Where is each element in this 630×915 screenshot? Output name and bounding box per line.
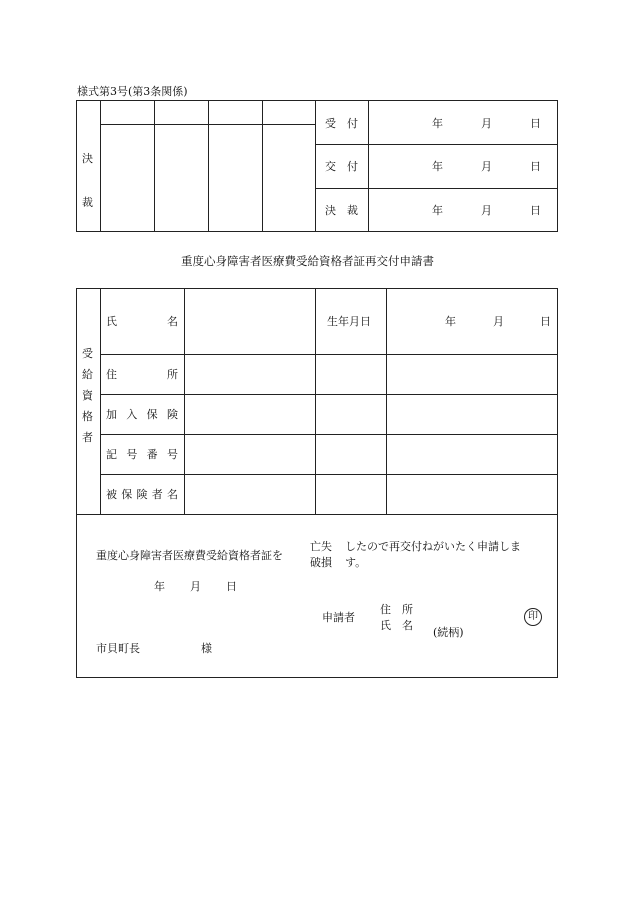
name-label: 氏 名 (106, 315, 178, 328)
birth-date-label: 生年月日 (327, 315, 371, 328)
approval-row-label: 決 裁 (325, 204, 358, 217)
statement-suffix-2: す。 (345, 556, 367, 569)
address-label: 住 所 (106, 368, 178, 381)
honorific: 様 (201, 642, 212, 655)
document-title: 重度心身障害者医療費受給資格者証再交付申請書 (181, 254, 434, 268)
relation-label: (続柄) (433, 626, 464, 639)
number-label: 記 号 番 号 (106, 448, 178, 461)
reason-lost: 亡失 (310, 540, 332, 553)
eligible-person-label: 受 給 資 格 者 (82, 347, 93, 444)
insured-name-field[interactable] (185, 475, 557, 514)
approval-row-label: 受 付 (325, 117, 358, 130)
approval-label: 決 裁 (82, 152, 93, 209)
approval-row-label: 交 付 (325, 160, 358, 173)
birth-date-field[interactable]: 年 月 日 (445, 315, 551, 328)
name-field[interactable] (185, 289, 315, 354)
insurance-label: 加 入 保 険 (106, 408, 178, 421)
applicant-name-label: 氏 名 (380, 619, 413, 632)
applicant-label: 申請者 (322, 611, 355, 624)
reason-damaged: 破損 (310, 556, 332, 569)
insurance-field[interactable] (185, 395, 557, 434)
address-field[interactable] (185, 355, 557, 394)
number-field[interactable] (185, 435, 557, 474)
form-number: 様式第3号(第3条関係) (77, 85, 188, 98)
applicant-address-label: 住 所 (380, 603, 413, 616)
addressee: 市貝町長 (96, 642, 140, 655)
insured-name-label: 被 保 険 者 名 (106, 488, 178, 501)
statement-suffix: したので再交付ねがいたく申請しま (345, 540, 521, 553)
seal-mark: 印 (524, 608, 542, 626)
statement-prefix: 重度心身障害者医療費受給資格者証を (96, 549, 283, 562)
